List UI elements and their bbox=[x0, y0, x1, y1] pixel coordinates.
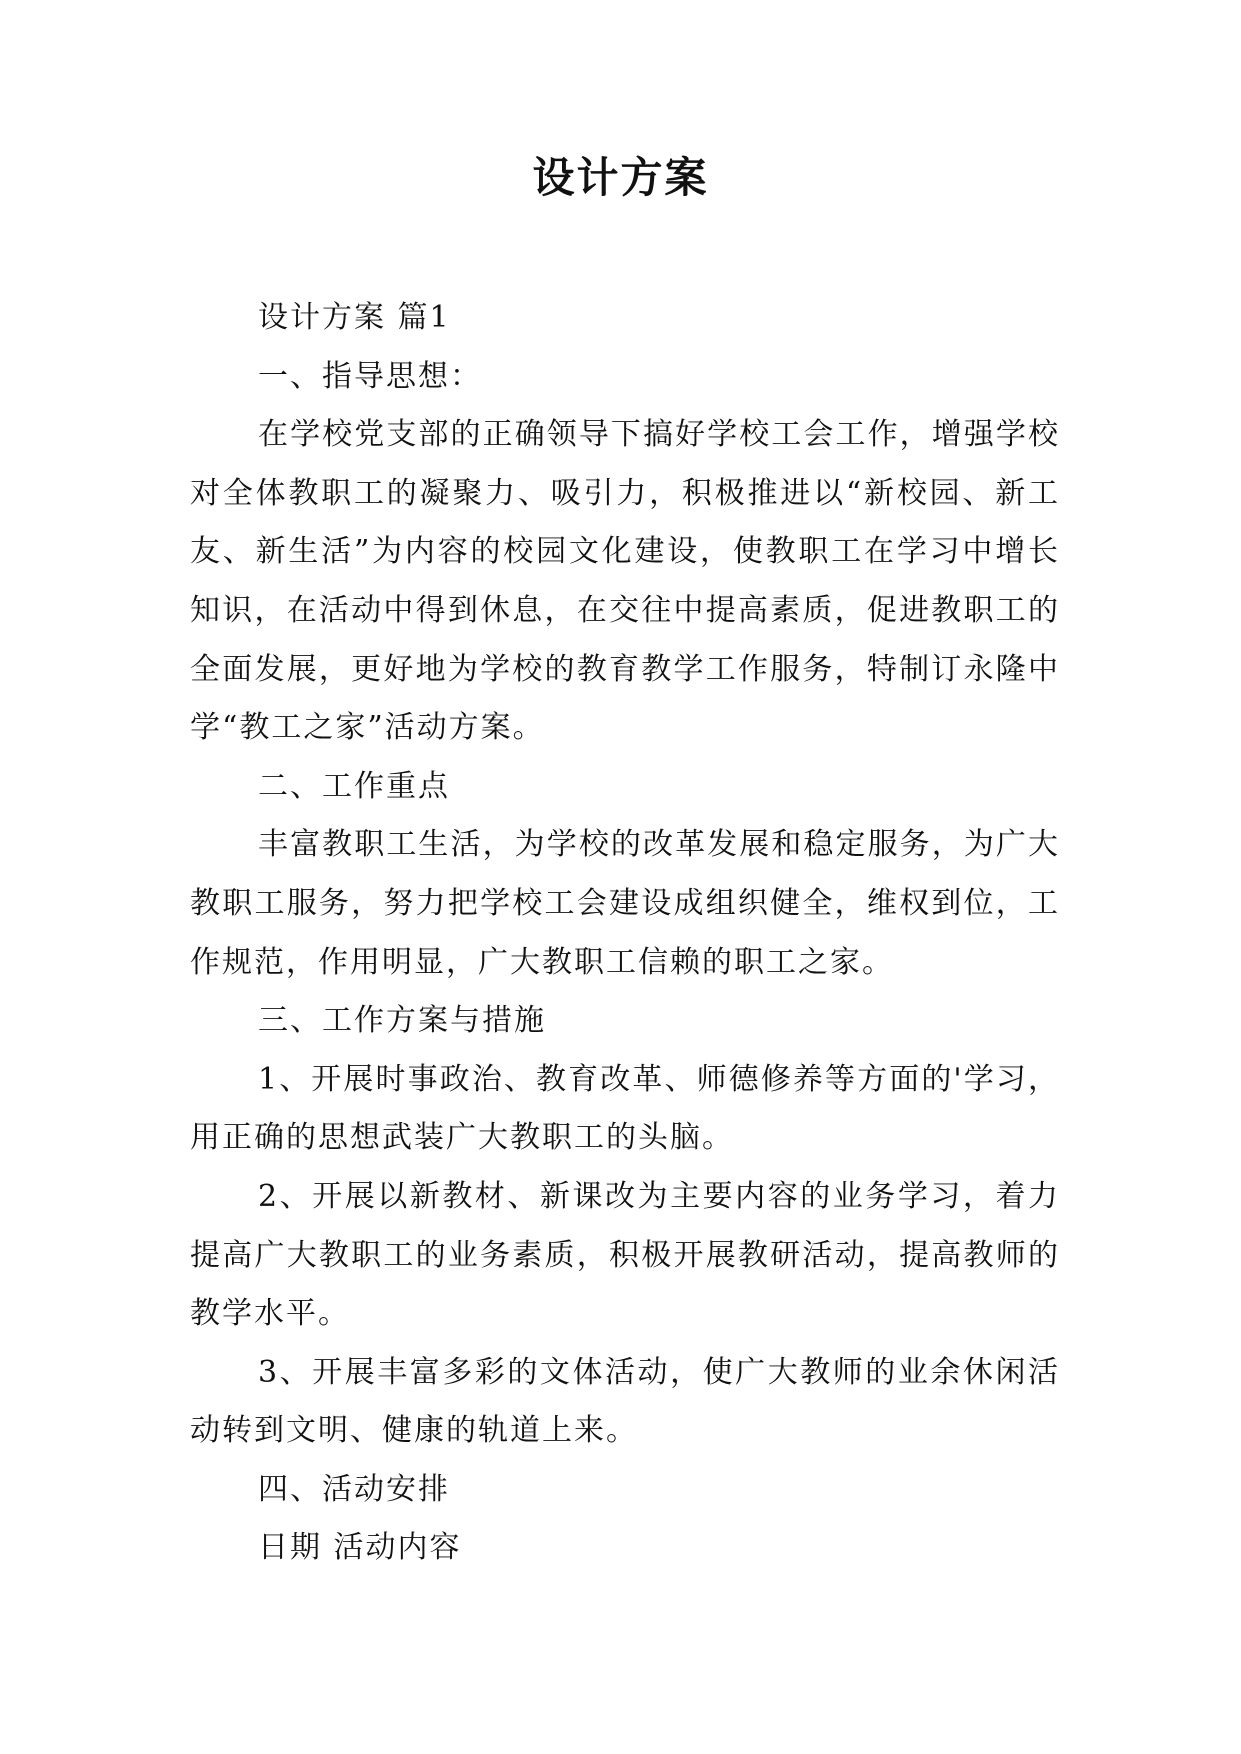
body-paragraph: 丰富教职工生活，为学校的改革发展和稳定服务，为广大教职工服务，努力把学校工会建设成组织健全，维权到位，工作规范，作用明显，广大教职工信赖的职工之家。 bbox=[190, 827, 1060, 980]
section-heading: 二、工作重点 bbox=[258, 768, 450, 804]
table-header-line: 日期 活动内容 bbox=[258, 1530, 462, 1566]
document-title: 设计方案 bbox=[532, 153, 709, 202]
body-paragraph: 2、开展以新教材、新课改为主要内容的业务学习，着力提高广大教职工的业务素质，积极开展教研活动，提高教师的教学水平。 bbox=[190, 1178, 1060, 1332]
body-paragraph: 3、开展丰富多彩的文体活动，使广大教师的业余休闲活动转到文明、健康的轨道上来。 bbox=[190, 1354, 1060, 1449]
body-paragraph: 在学校党支部的正确领导下搞好学校工会工作，增强学校对全体教职工的凝聚力、吸引力，积极推进以“新校园、新工友、新生活”为内容的校园文化建设，使教职工在学习中增长知识，在活动中得到休息，在交往中提高素质，促进教职工的全面发展，更好地为学校的教育教学工作服务，特制订永隆中学“教工之家”活动方案。 bbox=[190, 417, 1060, 746]
section-heading: 一、指导思想： bbox=[258, 358, 482, 394]
body-paragraph: 1、开展时事政治、教育改革、师德修养等方面的'学习，用正确的思想武装广大教职工的头脑。 bbox=[190, 1061, 1060, 1156]
section-heading: 三、工作方案与措施 bbox=[258, 1003, 546, 1039]
section-heading: 设计方案 篇1 bbox=[258, 300, 451, 335]
section-heading: 四、活动安排 bbox=[258, 1471, 450, 1507]
document-body bbox=[190, 289, 1060, 1578]
